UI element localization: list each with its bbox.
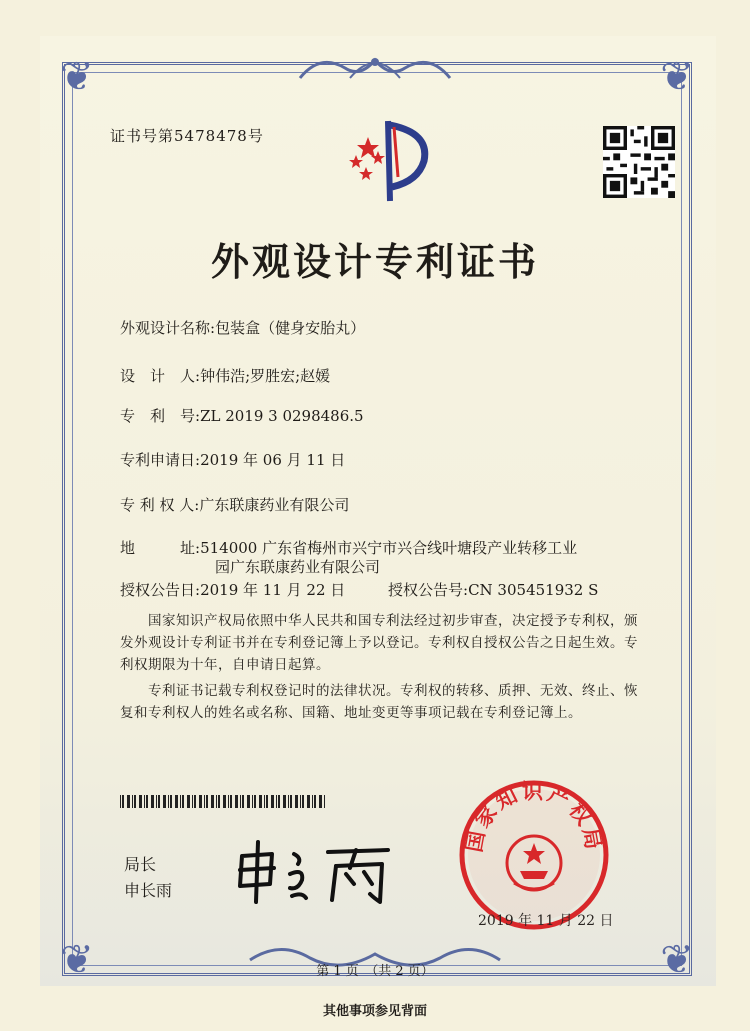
barcode-icon bbox=[120, 795, 328, 808]
corner-ornament-icon: ❦ bbox=[60, 937, 94, 983]
field-filing-date bbox=[120, 450, 345, 470]
field-label: 设 计 人: bbox=[120, 367, 201, 385]
field-patent-number bbox=[120, 406, 364, 426]
legal-paragraph: 国家知识产权局依照中华人民共和国专利法经过初步审查，决定授予专利权，颁发外观设计专利证书并在专利登记簿上予以登记。专利权自授权公告之日起生效。专利权期限为十年，自申请日起算。 bbox=[120, 613, 638, 673]
corner-ornament-icon: ❦ bbox=[660, 54, 694, 100]
page-title: 外观设计专利证书 bbox=[210, 240, 539, 284]
field-value: 钟伟浩;罗胜宏;赵媛 bbox=[200, 367, 331, 385]
director-name: 申长雨 bbox=[124, 881, 173, 900]
field-value: 园广东联康药业有限公司 bbox=[215, 558, 381, 576]
field-value: 广东联康药业有限公司 bbox=[199, 496, 350, 514]
director-signature-icon bbox=[232, 838, 397, 906]
director-title: 局长 bbox=[124, 855, 157, 874]
seal-date: 2019 年 11 月 22 日 bbox=[478, 913, 614, 929]
top-scroll-ornament-icon bbox=[290, 48, 460, 88]
field-grant-date bbox=[120, 580, 345, 600]
certificate-number-label: 证书号第 bbox=[110, 127, 175, 145]
corner-ornament-icon: ❦ bbox=[60, 54, 94, 100]
field-grant-number bbox=[388, 580, 598, 600]
field-label: 授权公告日: bbox=[120, 581, 201, 599]
certificate-number-value: 5478478 bbox=[174, 127, 248, 145]
seal-text: 国家知识产权局 bbox=[462, 779, 606, 854]
field-value: CN 305451932 S bbox=[468, 581, 599, 599]
page-number: 第 1 页 （共 2 页） bbox=[316, 964, 434, 979]
footer-note: 其他事项参见背面 bbox=[322, 1004, 427, 1019]
field-value: 包装盒（健身安胎丸） bbox=[215, 319, 366, 337]
field-value: 2019 年 06 月 11 日 bbox=[200, 451, 346, 469]
field-designer bbox=[120, 366, 330, 386]
field-label: 外观设计名称: bbox=[120, 319, 216, 337]
field-value: 514000 广东省梅州市兴宁市兴合线叶塘段产业转移工业 bbox=[200, 539, 578, 557]
certificate-number bbox=[110, 125, 264, 146]
field-label: 授权公告号: bbox=[388, 581, 469, 599]
field-label: 专利申请日: bbox=[120, 451, 201, 469]
cnipa-logo-icon bbox=[338, 115, 434, 205]
corner-ornament-icon: ❦ bbox=[660, 937, 694, 983]
field-value: 2019 年 11 月 22 日 bbox=[200, 581, 346, 599]
qr-code-icon bbox=[603, 126, 675, 198]
legal-paragraph: 专利证书记载专利权登记时的法律状况。专利权的转移、质押、无效、终止、恢复和专利权人的姓名或名称、国籍、地址变更等事项记载在专利登记簿上。 bbox=[120, 683, 638, 721]
field-label: 专 利 号: bbox=[120, 407, 201, 425]
certificate-number-suffix: 号 bbox=[247, 127, 264, 145]
official-seal-icon bbox=[458, 779, 610, 931]
field-address-line2 bbox=[215, 557, 380, 577]
field-value: ZL 2019 3 0298486.5 bbox=[200, 407, 364, 425]
field-address bbox=[120, 538, 577, 558]
field-label: 专 利 权 人: bbox=[120, 496, 200, 514]
field-label: 地 址: bbox=[120, 539, 201, 557]
field-design-name bbox=[120, 318, 365, 338]
field-patentee bbox=[120, 495, 349, 515]
